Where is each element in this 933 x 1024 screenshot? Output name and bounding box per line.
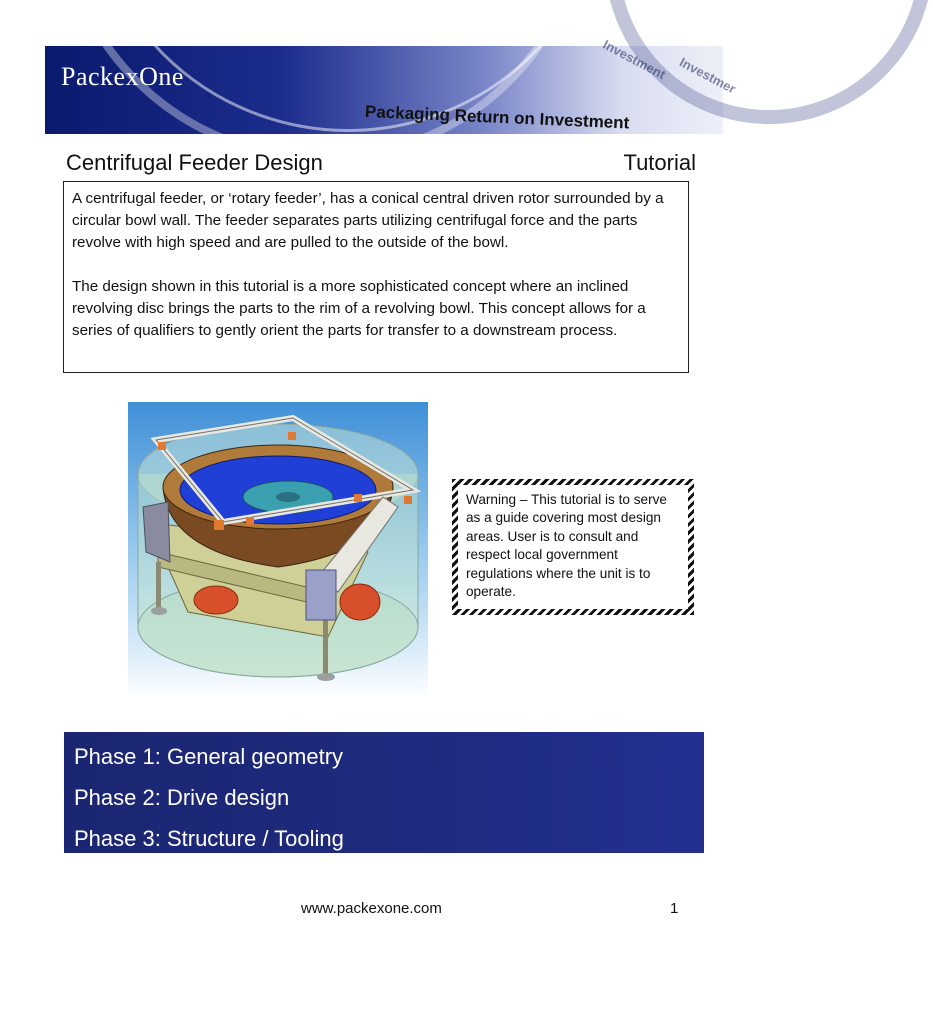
phases-list bbox=[64, 732, 704, 853]
phase-item: Phase 2: Drive design bbox=[74, 785, 290, 810]
warning-text: Warning – This tutorial is to serve as a guide covering most design areas. User is to consult and respect local government regulations where the unit is to operate. bbox=[458, 485, 688, 609]
phase-item: Phase 3: Structure / Tooling bbox=[74, 826, 344, 851]
footer-url[interactable]: www.packexone.com bbox=[301, 900, 442, 917]
document-title: Centrifugal Feeder Design bbox=[66, 150, 323, 175]
company-logo: PackexOne bbox=[61, 62, 184, 91]
banner-tagline: Packaging Return on Investment bbox=[364, 102, 630, 133]
page-number: 1 bbox=[670, 900, 679, 917]
intro-paragraph: The design shown in this tutorial is a more sophisticated concept where an inclined revolving disc brings the parts to the rim of a revolving bowl. This concept allows for a series of qualifiers to gently orient the parts for transfer to a downstream process. bbox=[72, 278, 646, 339]
centrifugal-feeder-drawing bbox=[128, 402, 428, 698]
phase-item: Phase 1: General geometry bbox=[74, 744, 344, 769]
intro-paragraph: A centrifugal feeder, or ‘rotary feeder’, has a conical central driven rotor surrounded by a circular bowl wall. The feeder separates parts utilizing centrifugal force and the parts revolve with high speed and are pulled to the outside of the bowl. bbox=[72, 190, 664, 251]
intro-text-box bbox=[63, 181, 689, 373]
header-banner bbox=[45, 36, 739, 134]
warning-box bbox=[452, 479, 694, 615]
banner-watermark-word: Investment bbox=[600, 36, 669, 83]
feeder-illustration bbox=[128, 402, 428, 698]
document-type-label: Tutorial bbox=[623, 150, 696, 175]
banner-watermark-word: Investmer bbox=[677, 54, 739, 97]
